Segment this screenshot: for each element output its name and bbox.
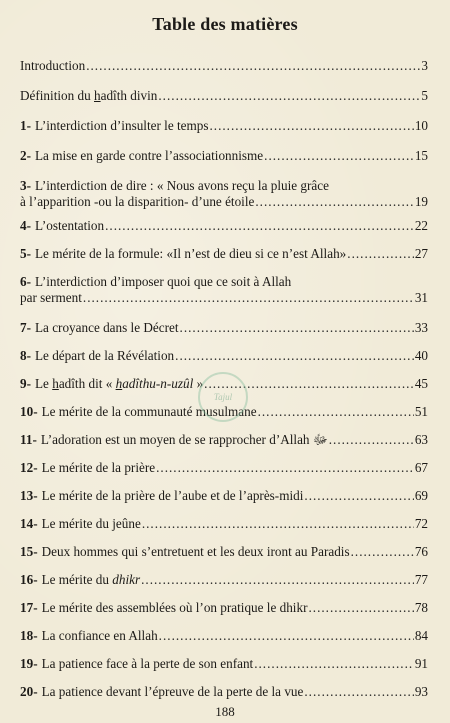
toc-entry[interactable] (20, 348, 428, 364)
toc-entry-number: 5- (20, 246, 31, 261)
toc-entry-page: 67 (414, 460, 428, 475)
toc-entry[interactable] (20, 572, 428, 588)
page-number: 188 (215, 704, 235, 719)
toc-entry-number: 6- (20, 274, 31, 289)
toc-entry-number: 14- (20, 516, 38, 531)
toc-entry-number: 1- (20, 118, 31, 133)
toc-entry-title: La croyance dans le Décret (35, 320, 179, 335)
page-title: Table des matières (152, 14, 298, 34)
dot-leader (142, 516, 414, 532)
dot-leader (204, 376, 414, 392)
toc-entry-page: 19 (414, 194, 428, 209)
toc-entry[interactable] (20, 218, 428, 234)
toc-entry-number: 4- (20, 218, 31, 233)
watermark-text: Tajul (213, 392, 233, 402)
dot-leader (304, 488, 413, 504)
toc-entry-title: La patience devant l’épreuve de la perte de la vue (41, 684, 304, 699)
dot-leader (258, 404, 414, 420)
toc-entry[interactable] (20, 516, 428, 532)
toc-entry-title: Le hadîth dit « hadîthu-n-uzûl » (35, 376, 204, 391)
toc-entry-number: 20- (20, 684, 38, 699)
toc-entry-number: 13- (20, 488, 38, 503)
dot-leader (175, 348, 414, 364)
toc-entry[interactable] (20, 544, 428, 560)
toc-entry-title: Deux hommes qui s’entretuent et les deux iront au Paradis (41, 544, 350, 559)
toc-entry-title: L’interdiction d’imposer quoi que ce soit à Allah (35, 274, 292, 289)
toc-entry-title: La patience face à la perte de son enfant (41, 656, 254, 671)
toc-entry-title: La confiance en Allah (41, 628, 158, 643)
toc-entry[interactable] (20, 88, 428, 104)
toc-entry-page: 93 (414, 684, 428, 699)
toc-entry[interactable] (20, 684, 428, 700)
toc-entry-number: 2- (20, 148, 31, 163)
toc-entry-title: La mise en garde contre l’associationnisme (35, 148, 264, 163)
toc-entry-page: 5 (421, 88, 428, 103)
toc-entry-page: 3 (421, 58, 428, 73)
toc-entry-number: 3- (20, 178, 31, 193)
dot-leader (83, 290, 414, 306)
toc-entry-page: 77 (414, 572, 428, 587)
toc-entry-page: 63 (414, 432, 428, 447)
dot-leader (105, 218, 414, 234)
dot-leader (304, 684, 413, 700)
dot-leader (329, 432, 414, 448)
toc-entry-page: 51 (414, 404, 428, 419)
toc-entry-title: Le départ de la Révélation (35, 348, 175, 363)
toc-entry-page: 76 (414, 544, 428, 559)
dot-leader (141, 572, 414, 588)
dot-leader (156, 460, 414, 476)
toc-entry-number: 9- (20, 376, 31, 391)
toc-entry-number: 18- (20, 628, 38, 643)
toc-entry-title: L’interdiction d’insulter le temps (35, 118, 209, 133)
toc-entry[interactable] (20, 118, 428, 134)
toc-entry-page: 22 (414, 218, 428, 233)
dot-leader (264, 148, 414, 164)
toc-entry-page: 84 (414, 628, 428, 643)
toc-entry[interactable] (20, 432, 428, 448)
toc-entry-number: 19- (20, 656, 38, 671)
dot-leader (255, 194, 413, 210)
toc-entry-number: 11- (20, 432, 37, 447)
toc-entry[interactable] (20, 404, 428, 420)
toc-entry-page: 27 (414, 246, 428, 261)
toc-entry-page: 10 (414, 118, 428, 133)
dot-leader (347, 246, 414, 262)
toc-entry-title: Le mérite de la prière (41, 460, 156, 475)
toc-entry-title: Introduction (20, 58, 86, 73)
toc-entry-title-continued: à l’apparition -ou la disparition- d’une étoile (20, 194, 255, 209)
toc-entry-number: 7- (20, 320, 31, 335)
dot-leader (308, 600, 413, 616)
toc-entry-title-continued: par serment (20, 290, 82, 305)
toc-entry[interactable] (20, 600, 428, 616)
toc-entry-title: Le mérite de la communauté musulmane (41, 404, 257, 419)
toc-entry-title: Le mérite de la prière de l’aube et de l’après-midi (41, 488, 304, 503)
toc-entry-number: 16- (20, 572, 38, 587)
toc-entry[interactable] (20, 246, 428, 262)
toc-entry-page: 91 (414, 656, 428, 671)
toc-entry-title: Le mérite de la formule: «Il n’est de dieu si ce n’est Allah» (35, 246, 347, 261)
toc-entry-number: 17- (20, 600, 38, 615)
toc-entry-page: 31 (414, 290, 428, 305)
toc-entry[interactable] (20, 148, 428, 164)
toc-entry-number: 10- (20, 404, 38, 419)
toc-entry[interactable] (20, 274, 428, 306)
dot-leader (159, 628, 414, 644)
toc-entry[interactable] (20, 376, 428, 392)
toc-entry-page: 15 (414, 148, 428, 163)
toc-entry-page: 40 (414, 348, 428, 363)
toc-entry-number: 15- (20, 544, 38, 559)
toc-entry[interactable] (20, 58, 428, 74)
toc-entry-title: Définition du hadîth divin (20, 88, 158, 103)
toc-entry-title: L’adoration est un moyen de se rapprocher d’Allah ﷻ (40, 432, 328, 447)
toc-entry[interactable] (20, 628, 428, 644)
toc-entry-title: Le mérite du jeûne (41, 516, 141, 531)
dot-leader (209, 118, 413, 134)
toc-entry[interactable] (20, 320, 428, 336)
toc-entry-title: L’interdiction de dire : « Nous avons reçu la pluie grâce (35, 178, 329, 193)
toc-entry-page: 72 (414, 516, 428, 531)
dot-leader (86, 58, 420, 74)
dot-leader (180, 320, 414, 336)
toc-entry-number: 12- (20, 460, 38, 475)
toc-entry[interactable] (20, 488, 428, 504)
toc-entry[interactable] (20, 460, 428, 476)
toc-entry-page: 78 (414, 600, 428, 615)
dot-leader (254, 656, 414, 672)
toc-entry-title: Le mérite des assemblées où l’on pratique le dhikr (41, 600, 308, 615)
toc-entry-number: 8- (20, 348, 31, 363)
toc-entry-title: Le mérite du dhikr (41, 572, 141, 587)
toc-entry-title: L’ostentation (35, 218, 105, 233)
toc-entry[interactable] (20, 178, 428, 210)
toc-entry-page: 45 (414, 376, 428, 391)
dot-leader (158, 88, 420, 104)
toc-entry-page: 69 (414, 488, 428, 503)
dot-leader (351, 544, 414, 560)
toc-entry-page: 33 (414, 320, 428, 335)
toc-entry[interactable] (20, 656, 428, 672)
